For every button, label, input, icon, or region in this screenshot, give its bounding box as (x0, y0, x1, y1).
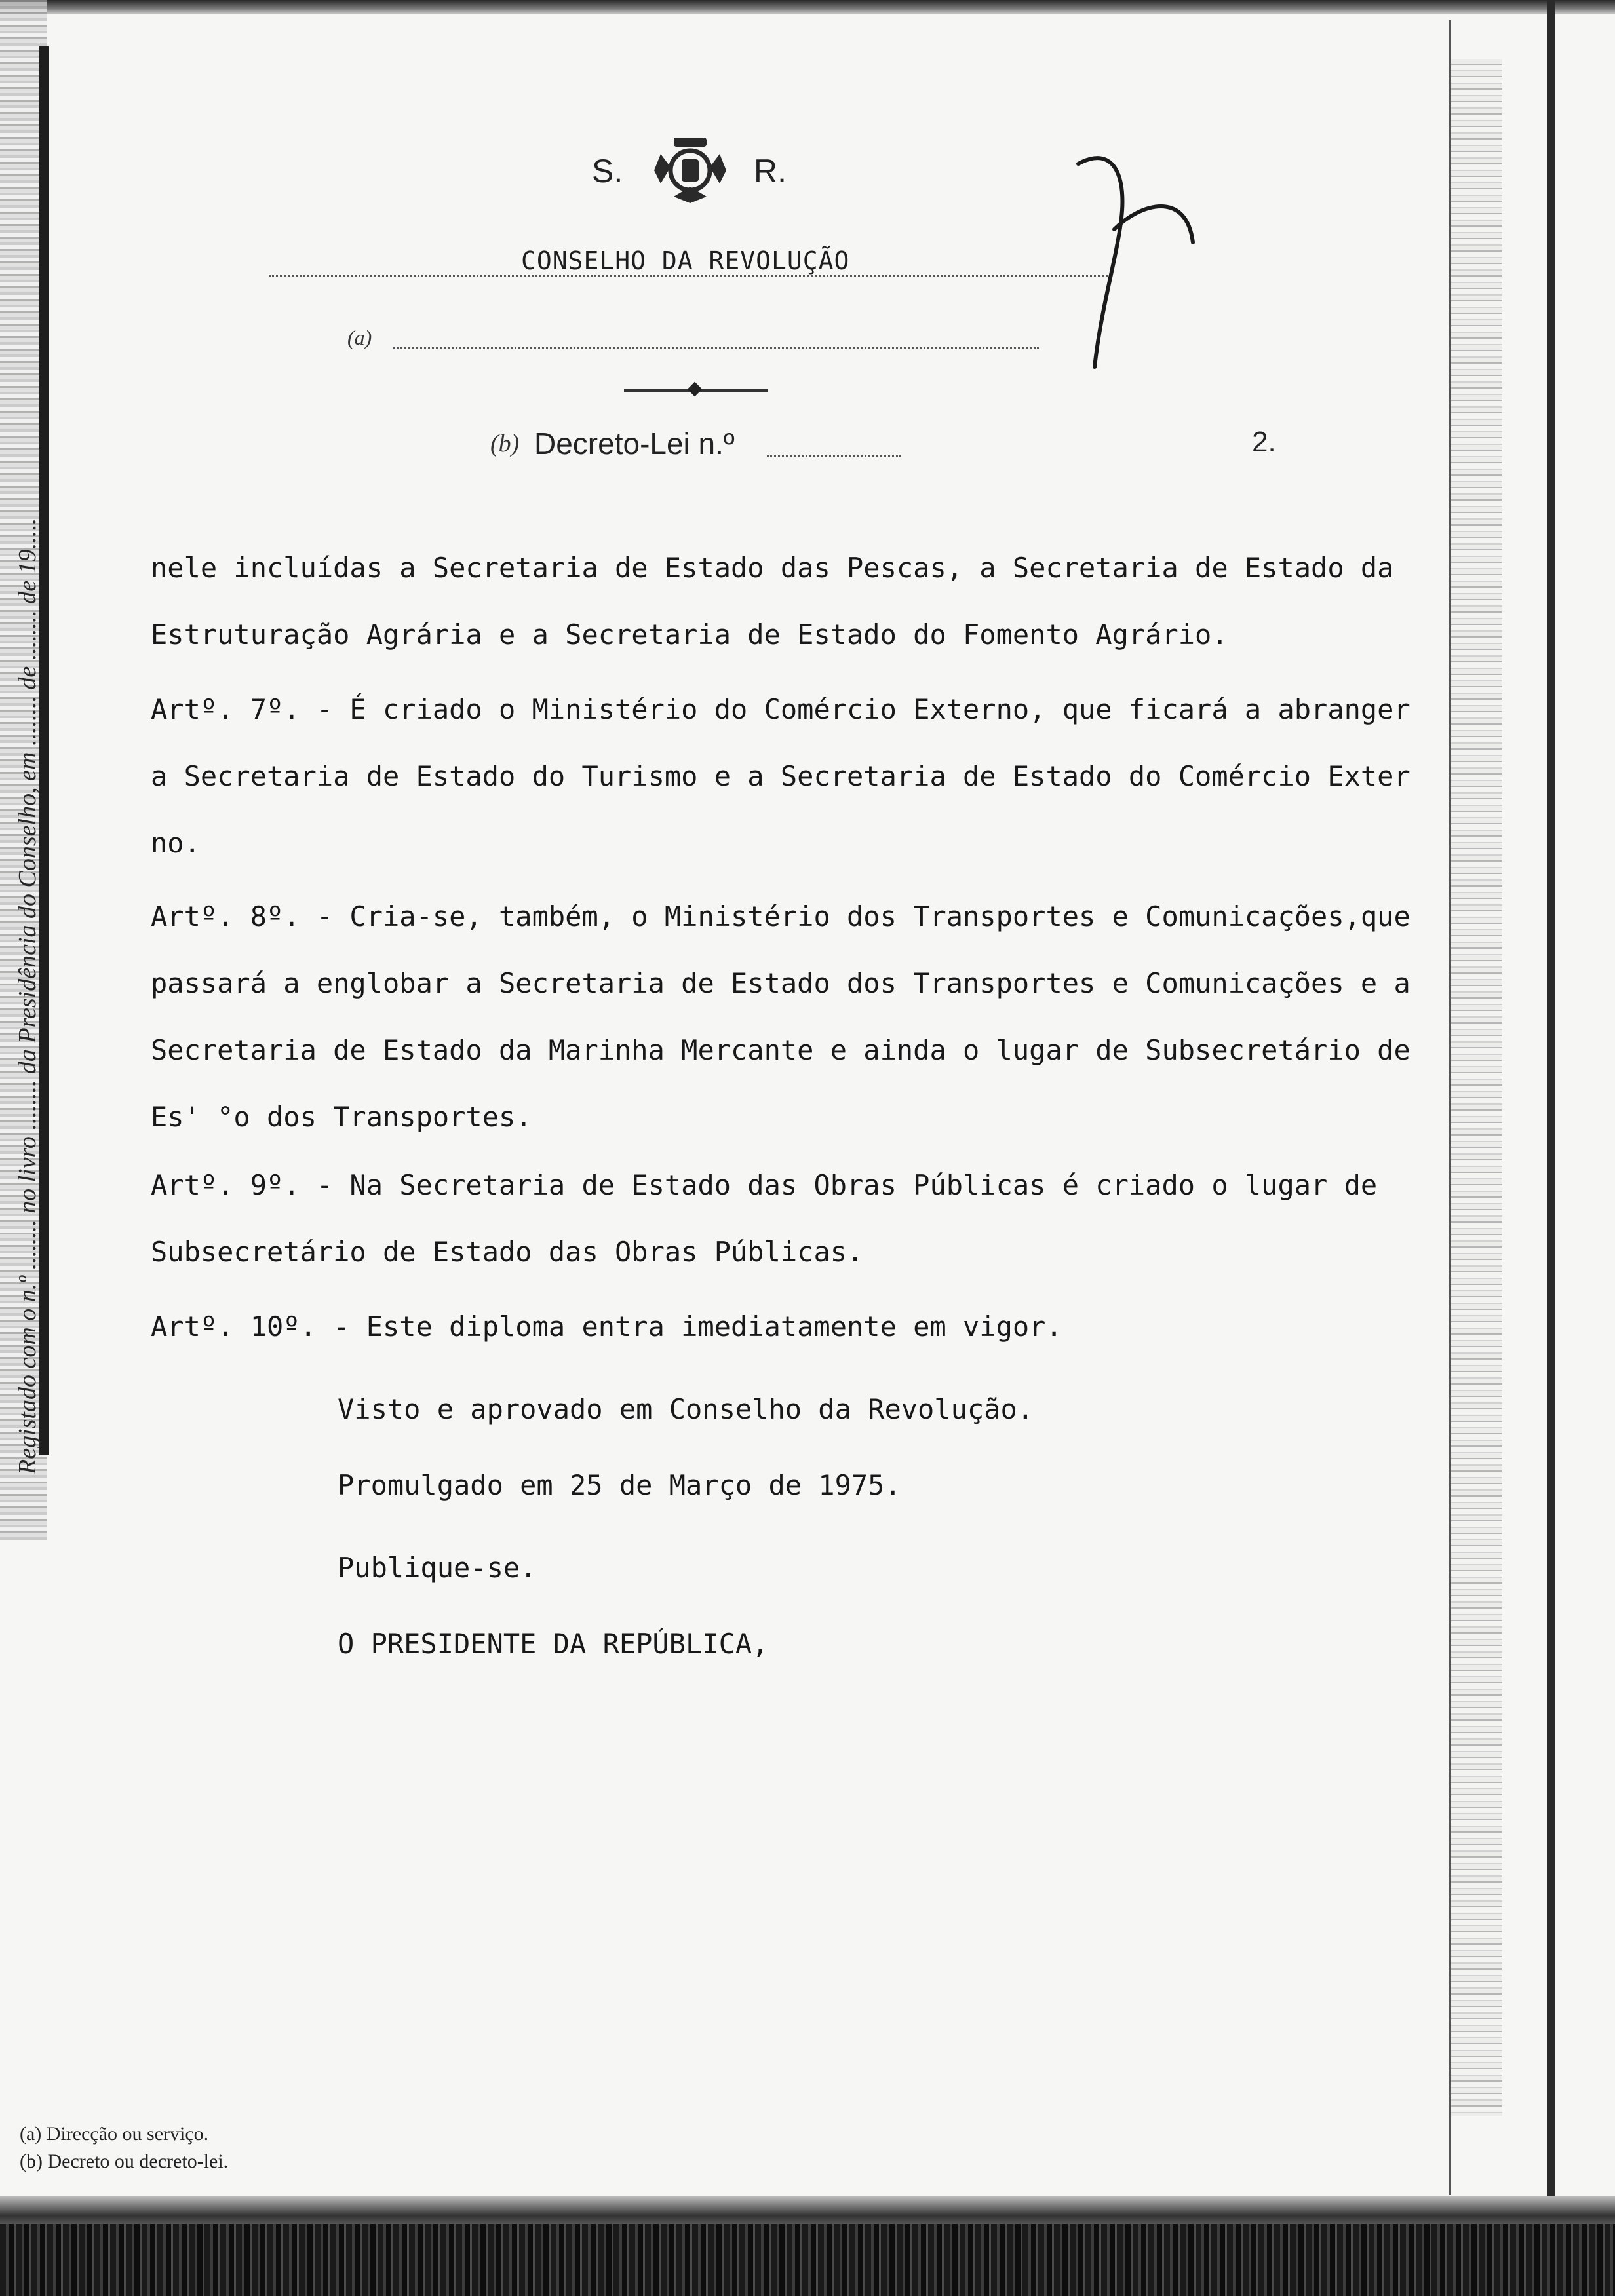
decreto-prefix: (b) (490, 430, 520, 457)
president-line: O PRESIDENTE DA REPÚBLICA, (338, 1628, 769, 1660)
publish-line: Publique-se. (338, 1552, 537, 1584)
scan-footer-noise (0, 2224, 1615, 2296)
separator-diamond (688, 382, 703, 397)
scan-right-edge (1450, 59, 1502, 2116)
body-line: a Secretaria de Estado do Turismo e a Secretaria de Estado do Comércio Exter (151, 760, 1411, 792)
registration-margin-note: Registado com o n.º ........ no livro ........ da Presidência do Conselho, em ........ de ........ de 19..... (14, 518, 41, 1474)
approval-line: Visto e aprovado em Conselho da Revolução. (338, 1393, 1034, 1425)
article-9: Artº. 9º. - Na Secretaria de Estado das Obras Públicas é criado o lugar de (151, 1169, 1378, 1201)
letterhead-s: S. (592, 153, 623, 189)
body-line: Estruturação Agrária e a Secretaria de Estado do Fomento Agrário. (151, 619, 1228, 651)
scan-top-edge (0, 0, 1615, 14)
handwritten-signature (1075, 151, 1206, 373)
letterhead-r: R. (754, 153, 787, 189)
footnote-a: (a) Direcção ou serviço. (20, 2123, 209, 2145)
body-line: no. (151, 827, 201, 859)
council-dotted-line (269, 275, 1108, 277)
body-line: Subsecretário de Estado das Obras Públicas. (151, 1236, 864, 1268)
body-line: Es' °o dos Transportes. (151, 1101, 532, 1133)
scan-bottom-edge (0, 2196, 1615, 2224)
service-label: (a) (347, 326, 372, 349)
decreto-dotted-line (767, 455, 901, 457)
promulgation-line: Promulgado em 25 de Março de 1975. (338, 1469, 901, 1501)
article-8: Artº. 8º. - Cria-se, também, o Ministério dos Transportes e Comunicações,que (151, 900, 1411, 932)
coat-of-arms-icon (648, 134, 733, 206)
footnote-b: (b) Decreto ou decreto-lei. (20, 2151, 229, 2172)
article-10: Artº. 10º. - Este diploma entra imediatamente em vigor. (151, 1311, 1062, 1343)
service-dotted-line (393, 347, 1039, 349)
council-title: CONSELHO DA REVOLUÇÃO (521, 246, 850, 275)
page-border (1449, 20, 1451, 2195)
body-line: passará a englobar a Secretaria de Estado dos Transportes e Comunicações e a (151, 967, 1411, 999)
scan-outer-edge (1547, 0, 1555, 2296)
decreto-label: Decreto-Lei n.º (534, 427, 735, 461)
article-7: Artº. 7º. - É criado o Ministério do Comércio Externo, que ficará a abranger (151, 693, 1411, 725)
page-number: 2. (1252, 426, 1276, 458)
body-line: nele incluídas a Secretaria de Estado das Pescas, a Secretaria de Estado da (151, 552, 1394, 584)
body-line: Secretaria de Estado da Marinha Mercante e ainda o lugar de Subsecretário de (151, 1034, 1411, 1066)
